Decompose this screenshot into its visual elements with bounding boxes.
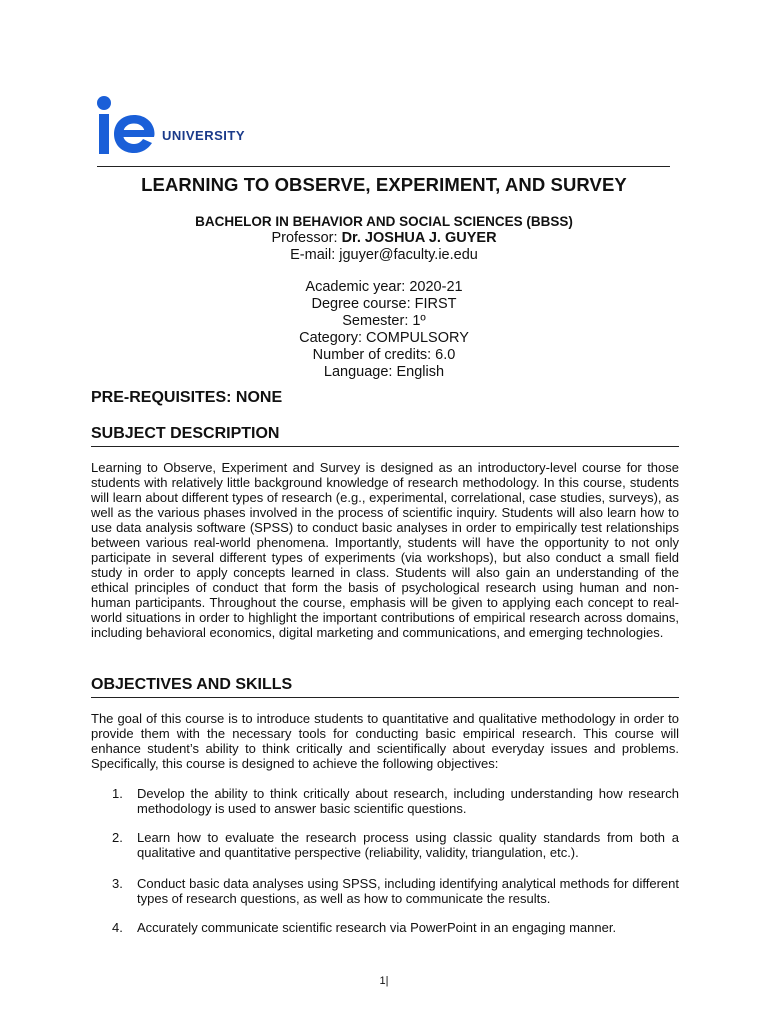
- objectives-divider: [91, 697, 679, 698]
- title-divider: [97, 166, 670, 167]
- list-number: 1.: [112, 786, 123, 801]
- program-name: BACHELOR IN BEHAVIOR AND SOCIAL SCIENCES (BBSS): [195, 214, 573, 229]
- list-item: [112, 920, 679, 935]
- objectives-list: [112, 920, 679, 935]
- objectives-list: [112, 786, 679, 816]
- subject-description-heading: SUBJECT DESCRIPTION: [91, 425, 280, 442]
- list-item: [112, 876, 679, 906]
- subject-description-text: Learning to Observe, Experiment and Survey is designed as an introductory-level course for those students with relatively little background knowledge of research methodology. In this course, students will learn about different types of research (e.g., experimental, correlational, case studies, surveys), as well as the various phases involved in the process of scientific inquiry. Students will also learn how to use data analysis software (SPSS) to conduct basic analyses in order to empirically test relationships between various real-world phenomena. Importantly, students will have the opportunity to not only participate in several different types of experiments (via workshops), but also conduct a small field study in order to apply concepts learned in class. Students will also gain an understanding of the ethical principles of conduct that form the basis of psychological research using human and non-human participants. Throughout the course, emphasis will be given to applying each concept to real-world situations in order to highlight the important contributions of empirical research across domains, including behavioral economics, digital marketing and communications, and emerging technologies.: [91, 460, 679, 640]
- credits: Number of credits: 6.0: [312, 347, 456, 363]
- subject-description-divider: [91, 446, 679, 447]
- email-line: E-mail: jguyer@faculty.ie.edu: [290, 247, 478, 263]
- list-text: Accurately communicate scientific research via PowerPoint in an engaging manner.: [137, 920, 617, 935]
- course-title: LEARNING TO OBSERVE, EXPERIMENT, AND SURVEY: [141, 174, 627, 195]
- prerequisites-heading: PRE-REQUISITES: NONE: [91, 389, 283, 406]
- professor-line: [0, 230, 768, 247]
- course-meta: [0, 279, 768, 381]
- list-number: 4.: [112, 920, 123, 935]
- page-number: 1|: [379, 975, 389, 987]
- list-number: 3.: [112, 876, 123, 891]
- professor-name: Dr. JOSHUA J. GUYER: [341, 230, 497, 246]
- logo-i-stem: [99, 114, 109, 154]
- semester: Semester: 1º: [342, 313, 426, 329]
- list-text: Learn how to evaluate the research process using classic quality standards from both a qualitative and quantitative perspective (reliability, validity, triangulation, etc.).: [137, 830, 679, 860]
- list-item: [112, 830, 679, 860]
- list-text: Develop the ability to think critically about research, including understanding how research methodology is used to answer basic scientific questions.: [137, 786, 679, 816]
- logo-wordmark: UNIVERSITY: [162, 128, 246, 143]
- objectives-list: [112, 876, 679, 906]
- academic-year: Academic year: 2020-21: [305, 279, 463, 295]
- professor-label: Professor:: [271, 230, 342, 246]
- objectives-intro: The goal of this course is to introduce students to quantitative and qualitative methodology in order to provide them with the necessary tools for conducting basic empirical research. This course will enhance student’s ability to think critically and scientifically about everyday issues and problems. Specifically, this course is designed to achieve the following objectives:: [91, 711, 679, 771]
- language: Language: English: [323, 364, 445, 380]
- objectives-heading: OBJECTIVES AND SKILLS: [91, 676, 293, 693]
- list-text: Conduct basic data analyses using SPSS, including identifying analytical methods for different types of research questions, as well as how to communicate the results.: [137, 876, 679, 906]
- list-number: 2.: [112, 830, 123, 845]
- category: Category: COMPULSORY: [299, 330, 469, 346]
- objectives-list: [112, 830, 679, 860]
- degree-course: Degree course: FIRST: [311, 296, 457, 312]
- ie-university-logo: [97, 96, 267, 158]
- list-item: [112, 786, 679, 816]
- logo-e-mark: [111, 112, 157, 156]
- logo-i-dot: [97, 96, 111, 110]
